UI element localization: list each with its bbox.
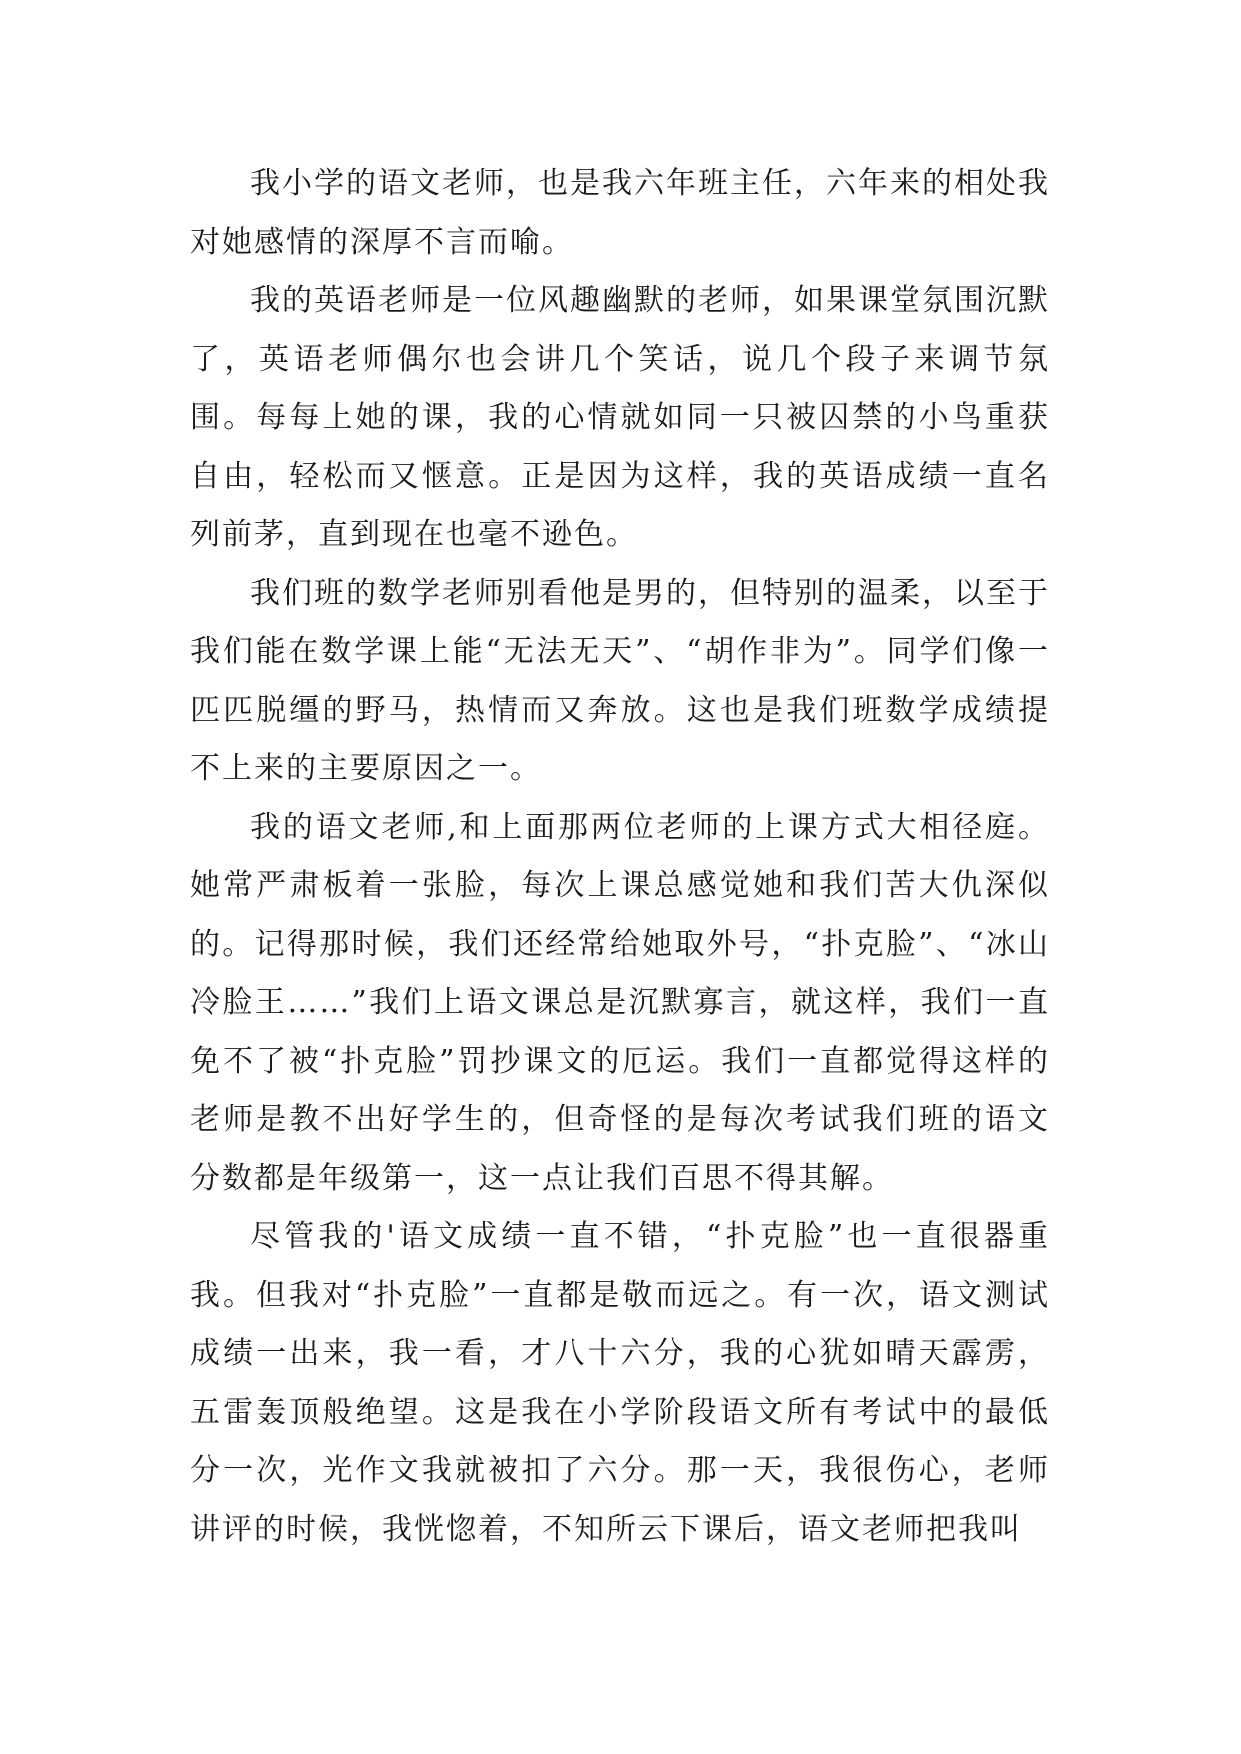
body-text (190, 155, 1050, 1559)
paragraph-4: 我的语文老师,和上面那两位老师的上课方式大相径庭。她常严肃板着一张脸，每次上课总感觉她和我们苦大仇深似的。记得那时候，我们还经常给她取外号，“扑克脸”、“冰山冷脸王……”我们上语文课总是沉默寡言，就这样，我们一直免不了被“扑克脸”罚抄课文的厄运。我们一直都觉得这样的老师是教不出好学生的，但奇怪的是每次考试我们班的语文分数都是年级第一，这一点让我们百思不得其解。 (190, 809, 1050, 1196)
paragraph-1: 我小学的语文老师，也是我六年班主任，六年来的相处我对她感情的深厚不言而喻。 (190, 166, 1050, 260)
paragraph-2: 我的英语老师是一位风趣幽默的老师，如果课堂氛围沉默了，英语老师偶尔也会讲几个笑话，说几个段子来调节氛围。每每上她的课，我的心情就如同一只被囚禁的小鸟重获自由，轻松而又惬意。正是因为这样，我的英语成绩一直名列前茅，直到现在也毫不逊色。 (190, 283, 1050, 552)
paragraph-5: 尽管我的'语文成绩一直不错，“扑克脸”也一直很器重我。但我对“扑克脸”一直都是敬而远之。有一次，语文测试成绩一出来，我一看，才八十六分，我的心犹如晴天霹雳，五雷轰顶般绝望。这是我在小学阶段语文所有考试中的最低分一次，光作文我就被扣了六分。那一天，我很伤心，老师讲评的时候，我恍惚着，不知所云下课后，语文老师把我叫 (190, 1219, 1050, 1547)
paragraph-3: 我们班的数学老师别看他是男的，但特别的温柔，以至于我们能在数学课上能“无法无天”、“胡作非为”。同学们像一匹匹脱缰的野马，热情而又奔放。这也是我们班数学成绩提不上来的主要原因之一。 (190, 575, 1050, 786)
